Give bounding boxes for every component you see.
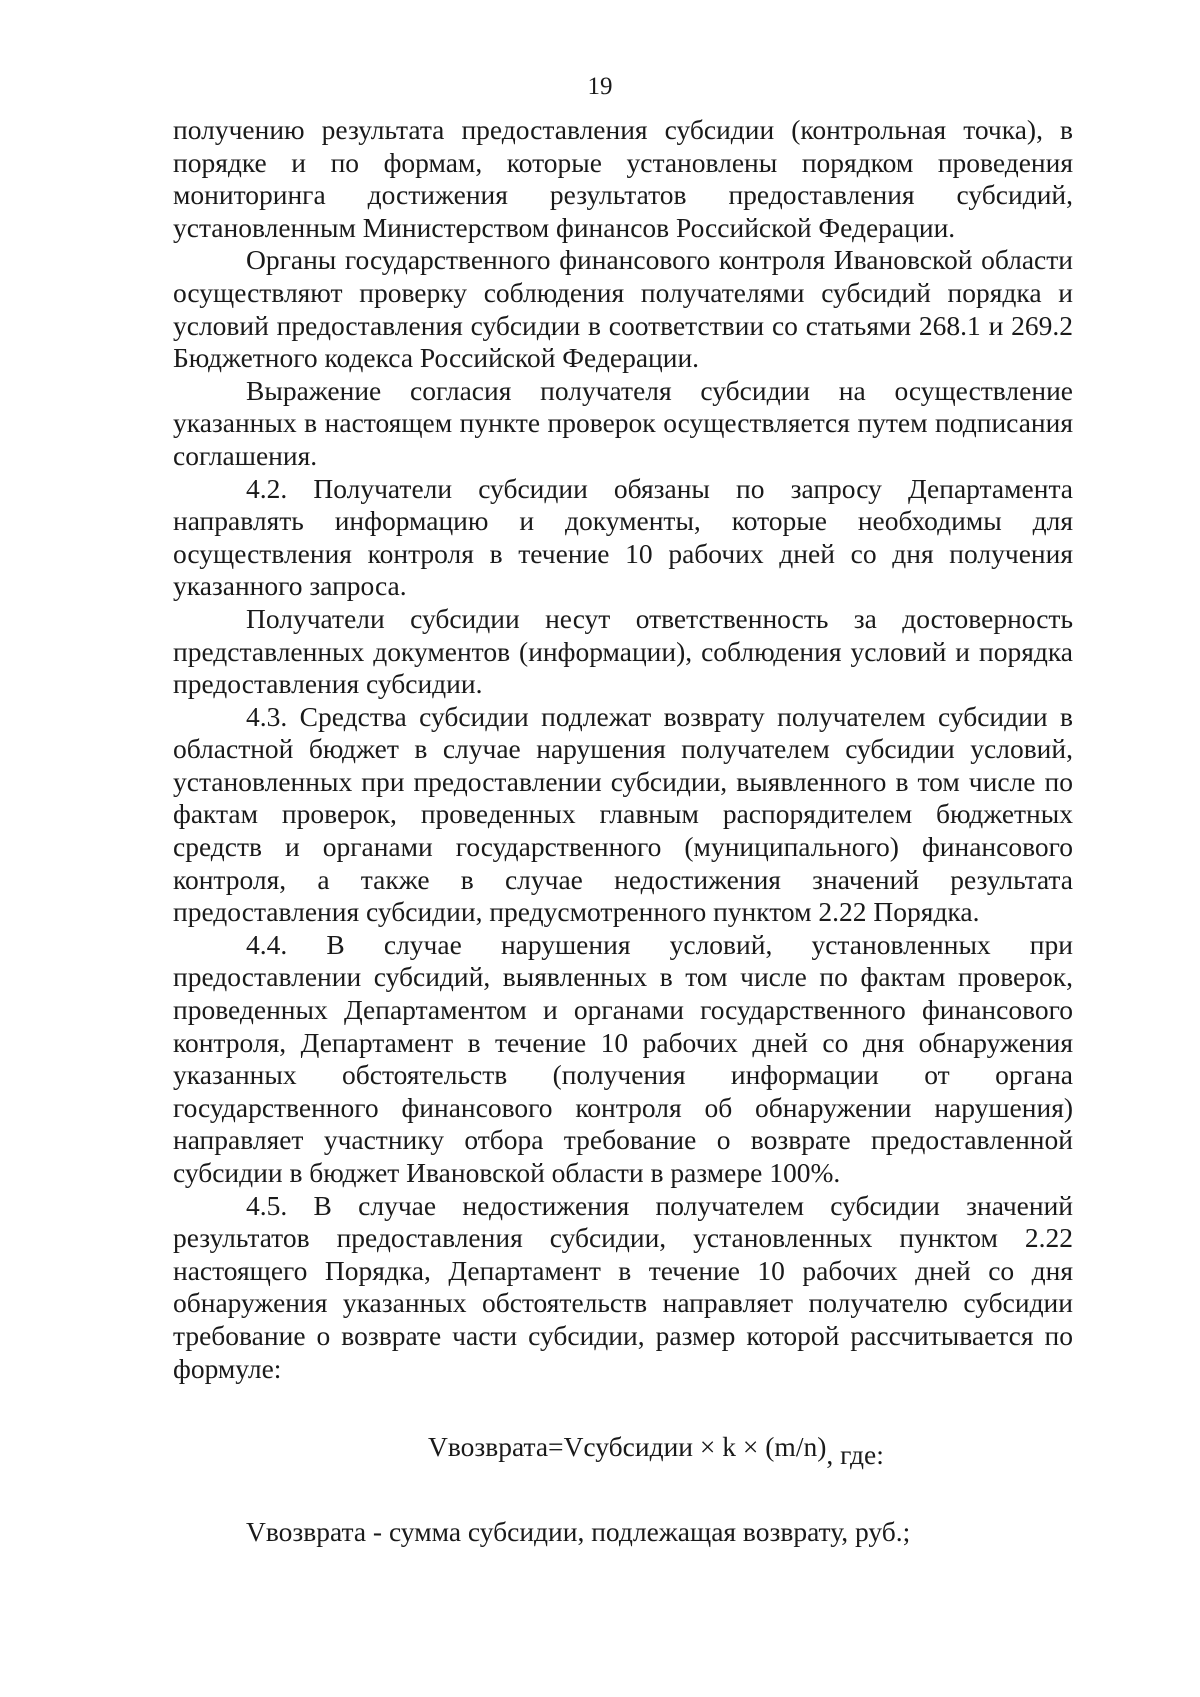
paragraph-4-5: 4.5. В случае недостижения получателем субсидии значений результатов предоставления субсидии, установленных пунктом 2.22 настоящего Порядка, Департамент в течение 10 рабочих дней со дня обнаружения указанных обстоятельств направляет получателю субсидии требование о возврате части субсидии, размер которой рассчитывается по формуле:	[173, 1189, 1073, 1384]
formula-expression: Vвозврата=Vсубсидии × k × (m/n)	[428, 1431, 827, 1463]
document-body	[173, 114, 1073, 1549]
paragraph-4-3: 4.3. Средства субсидии подлежат возврату получателем субсидии в областной бюджет в случае нарушения получателем субсидии условий, установленных при предоставлении субсидии, выявленного в том числе по фактам проверок, проведенных главным распорядителем бюджетных средств и органами государственного (муниципального) финансового контроля, а также в случае недостижения значений результата предоставления субсидии, предусмотренного пунктом 2.22 Порядка.	[173, 700, 1073, 928]
paragraph-3: Выражение согласия получателя субсидии на осуществление указанных в настоящем пункте проверок осуществляется путем подписания соглашения.	[173, 374, 1073, 471]
formula-definition: Vвозврата - сумма субсидии, подлежащая возврату, руб.;	[246, 1516, 911, 1548]
page-number: 19	[587, 73, 613, 100]
formula-suffix: , где:	[826, 1439, 884, 1471]
paragraph-4-4: 4.4. В случае нарушения условий, установленных при предоставлении субсидий, выявленных в том числе по фактам проверок, проведенных Департаментом и органами государственного финансового контроля, Департамент в течение 10 рабочих дней со дня обнаружения указанных обстоятельств (получения информации от органа государственного финансового контроля об обнаружении нарушения) направляет участнику отбора требование о возврате предоставленной субсидии в бюджет Ивановской области в размере 100%.	[173, 928, 1073, 1188]
paragraph-4-2: 4.2. Получатели субсидии обязаны по запросу Департамента направлять информацию и документы, которые необходимы для осуществления контроля в течение 10 рабочих дней со дня получения указанного запроса.	[173, 472, 1073, 602]
formula	[173, 1430, 1073, 1471]
paragraph-5: Получатели субсидии несут ответственность за достоверность представленных документов (информации), соблюдения условий и порядка предоставления субсидии.	[173, 602, 1073, 700]
paragraph-1: получению результата предоставления субсидии (контрольная точка), в порядке и по формам, которые установлены порядком проведения мониторинга достижения результатов предоставления субсидий, установленным Министерством финансов Российской Федерации.	[173, 114, 1073, 243]
paragraph-2: Органы государственного финансового контроля Ивановской области осуществляют проверку соблюдения получателями субсидий порядка и условий предоставления субсидии в соответствии со статьями 268.1 и 269.2 Бюджетного кодекса Российской Федерации.	[173, 244, 1073, 374]
